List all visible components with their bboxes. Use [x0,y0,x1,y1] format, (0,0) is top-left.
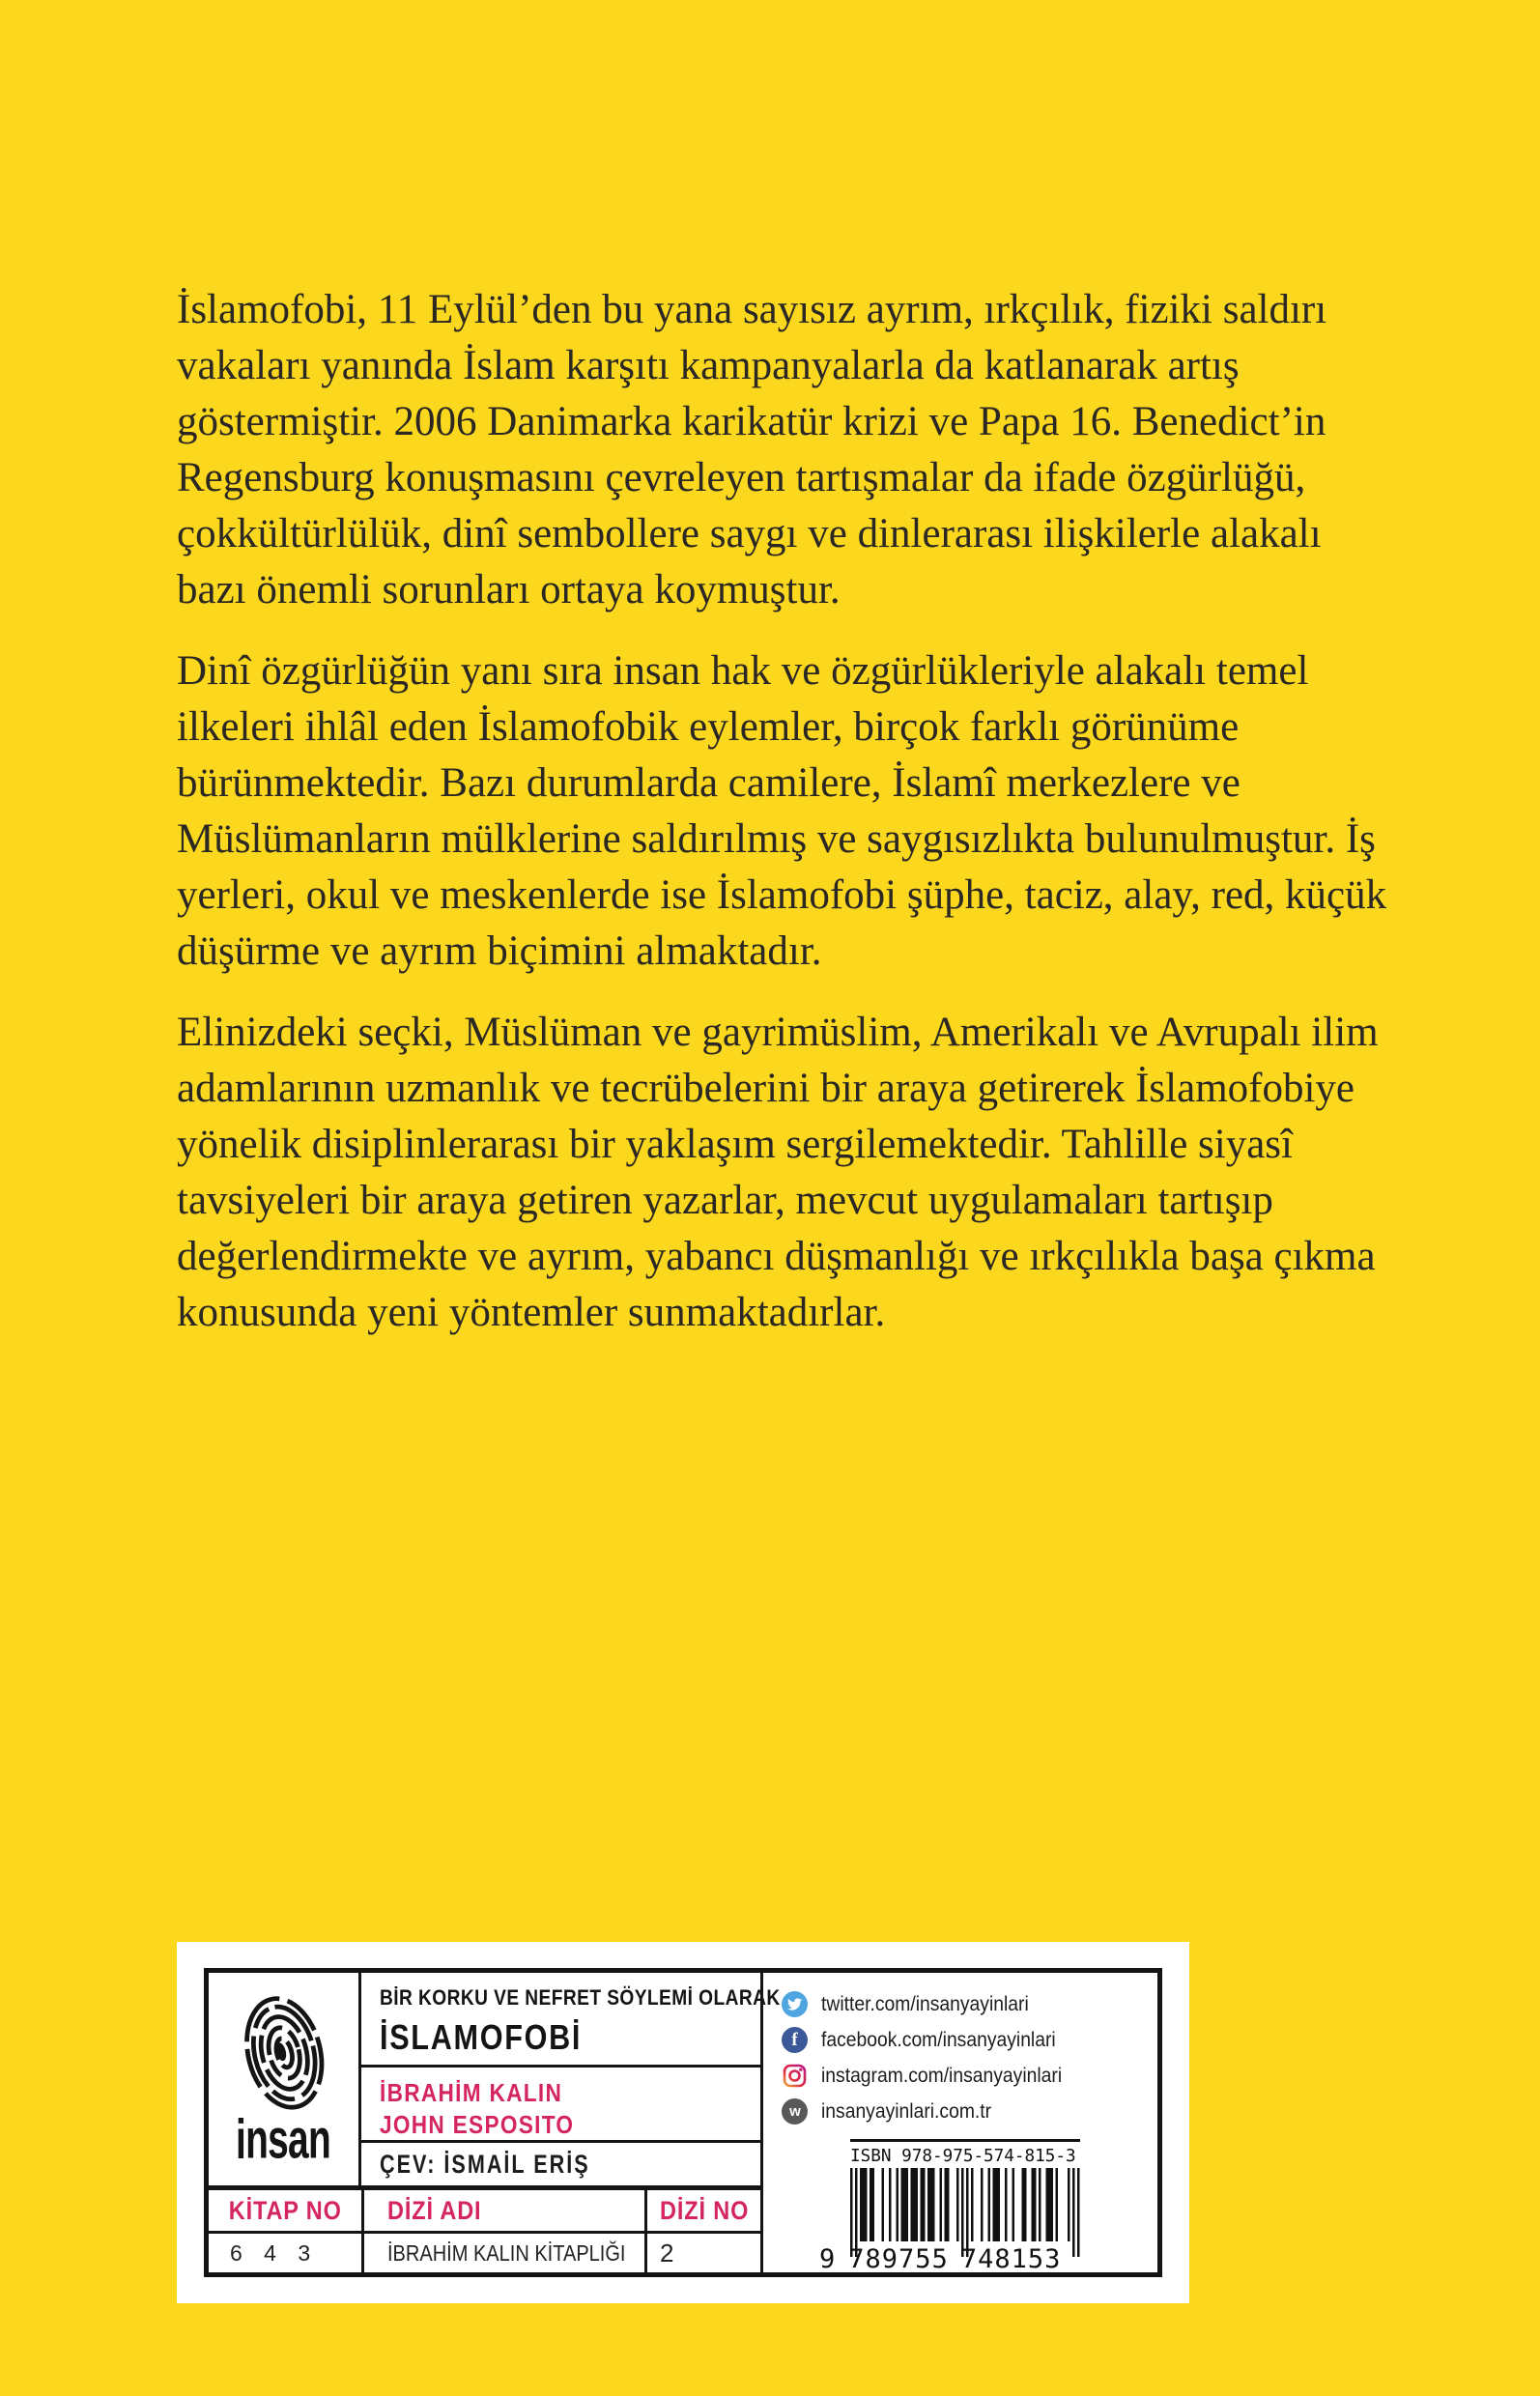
facebook-icon [782,2027,808,2053]
book-title: İSLAMOFOBİ [380,2017,583,2057]
instagram-icon [782,2063,808,2089]
kitap-no-header: KİTAP NO [209,2185,361,2234]
isbn-barcode-block [819,2139,1080,2274]
social-row-twitter [782,1991,1083,2017]
social-row-facebook [782,2027,1083,2053]
website-url: insanyayinlari.com.tr [821,2099,992,2123]
social-row-website [782,2098,1083,2125]
insan-wordmark: insan [236,2108,331,2171]
dizi-adi-value: İBRAHİM KALIN KİTAPLIĞI [361,2234,644,2272]
kitap-no-value: 6 4 3 [230,2239,319,2266]
blurb-paragraph-1: İslamofobi, 11 Eylül’den bu yana sayısız ayrım, ırkçılık, fiziki saldırı vakaları yanında İslam karşıtı kampanyalarla da katlanarak artış göstermiştir. 2006 Danimarka karikatür krizi ve Papa 16. Benedict’in Regensburg konuşmasını çevreleyen tartışmalar da ifade özgürlüğü, çokkültürlülük, dinî sembollere saygı ve dinlerarası ilişkilerle alakalı bazı önemli sorunları ortaya koymuştur. [177,287,1327,613]
publisher-table [204,1968,1162,2277]
twitter-url: twitter.com/insanyayinlari [821,1992,1029,2015]
twitter-icon [782,1991,808,2017]
translator-cell [361,2143,760,2185]
blurb-paragraph-2: Dinî özgürlüğün yanı sıra insan hak ve özgürlükleriyle alakalı temel ilkeleri ihlâl eden İslamofobik eylemler, birçok farklı görünüme bürünmektedir. Bazı durumlarda camilere, İslamî merkezlere ve Müslümanların mülklerine saldırılmış ve saygısızlıkta bulunulmuştur. İş yerleri, okul ve meskenlerde ise İslamofobi şüphe, taciz, alay, red, küçük düşürme ve ayrım biçimini almaktadır. [177,648,1387,974]
translator-name: ÇEV: İSMAİL ERİŞ [380,2149,590,2179]
dizi-no-header: DİZİ NO [644,2185,760,2234]
author-name: JOHN ESPOSITO [380,2110,575,2139]
social-and-barcode-cell [760,1973,1157,2272]
authors-cell [361,2068,760,2143]
author-name: İBRAHİM KALIN [380,2078,563,2107]
instagram-url: instagram.com/insanyayinlari [821,2064,1063,2087]
book-subtitle: BİR KORKU VE NEFRET SÖYLEMİ OLARAK [380,1985,781,2010]
publisher-info-box [177,1942,1189,2303]
isbn-rule [850,2139,1080,2166]
social-links [782,1991,1083,2125]
dizi-adi-header: DİZİ ADI [361,2185,644,2234]
facebook-url: facebook.com/insanyayinlari [821,2028,1056,2051]
blurb-paragraph-3: Elinizdeki seçki, Müslüman ve gayrimüslim, Amerikalı ve Avrupalı ilim adamlarının uzmanlık ve tecrübelerini bir araya getirerek İslamofobiye yönelik disiplinlerarası bir yaklaşım sergilemektedir. Tahlille siyasî tavsiyeleri bir araya getiren yazarlar, mevcut uygulamaları tartışıp değerlendirmekte ve ayrım, yabancı düşmanlığı ve ırkçılıkla başa çıkma konusunda yeni yöntemler sunmaktadırlar. [177,1010,1379,1335]
fingerprint-icon [237,1992,331,2112]
back-cover-blurb [177,282,1392,1366]
dizi-no-value: 2 [644,2234,760,2272]
barcode-digits: 9 789755 748153 [819,2244,1062,2274]
title-cell [361,1973,781,2068]
website-icon [782,2098,808,2125]
social-row-instagram [782,2063,1083,2089]
publisher-logo [209,1973,361,2185]
isbn-number: ISBN 978-975-574-815-3 [850,2146,1076,2166]
